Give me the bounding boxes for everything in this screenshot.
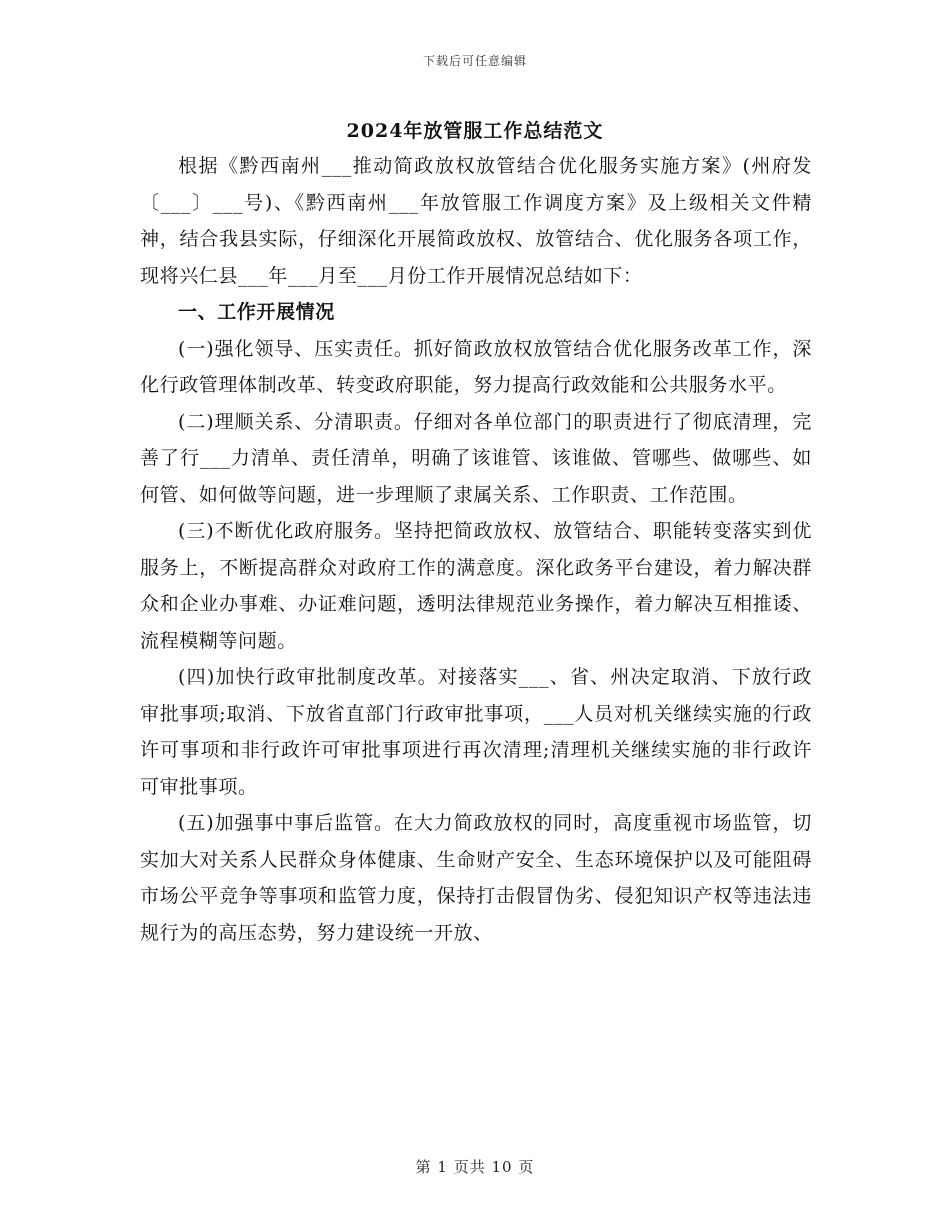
body-paragraph: (二)理顺关系、分清职责。仔细对各单位部门的职责进行了彻底清理，完善了行___力清单、责任清单，明确了该谁管、该谁做、管哪些、做哪些、如何管、如何做等问题，进一步理顺了隶属关系、工作职责、工作范围。 [140, 410, 812, 506]
body-paragraph: (五)加强事中事后监管。在大力简政放权的同时，高度重视市场监管，切实加大对关系人民群众身体健康、生命财产安全、生态环境保护以及可能阻碍市场公平竞争等事项和监管力度，保持打击假冒伪劣、侵犯知识产权等违法违规行为的高压态势，努力建设统一开放、 [140, 812, 812, 944]
section-heading: 一、工作开展情况 [178, 301, 335, 323]
body-paragraph: (一)强化领导、压实责任。抓好简政放权放管结合优化服务改革工作，深化行政管理体制改革、转变政府职能，努力提高行政效能和公共服务水平。 [140, 337, 812, 396]
page-header: 下载后可任意编辑 [422, 54, 527, 68]
body-paragraph: (三)不断优化政府服务。坚持把简政放权、放管结合、职能转变落实到优服务上，不断提高群众对政府工作的满意度。深化政务平台建设，着力解决群众和企业办事难、办证难问题，透明法律规范业务操作，着力解决互相推诿、流程模糊等问题。 [140, 520, 812, 652]
document-title: 2024年放管服工作总结范文 [346, 120, 604, 142]
body-paragraph: (四)加快行政审批制度改革。对接落实___、省、州决定取消、下放行政审批事项;取消、下放省直部门行政审批事项，___人员对机关继续实施的行政许可事项和非行政许可审批事项进行再次清理;清理机关继续实施的非行政许可审批事项。 [140, 666, 812, 798]
document-body [140, 148, 812, 951]
intro-paragraph: 根据《黔西南州___推动简政放权放管结合优化服务实施方案》(州府发〔___〕___号)、《黔西南州___年放管服工作调度方案》及上级相关文件精神，结合我县实际，仔细深化开展简政放权、放管结合、优化服务各项工作，现将兴仁县___年___月至___月份工作开展情况总结如下： [140, 155, 812, 287]
page-footer: 第 1 页共 10 页 [415, 1158, 535, 1176]
